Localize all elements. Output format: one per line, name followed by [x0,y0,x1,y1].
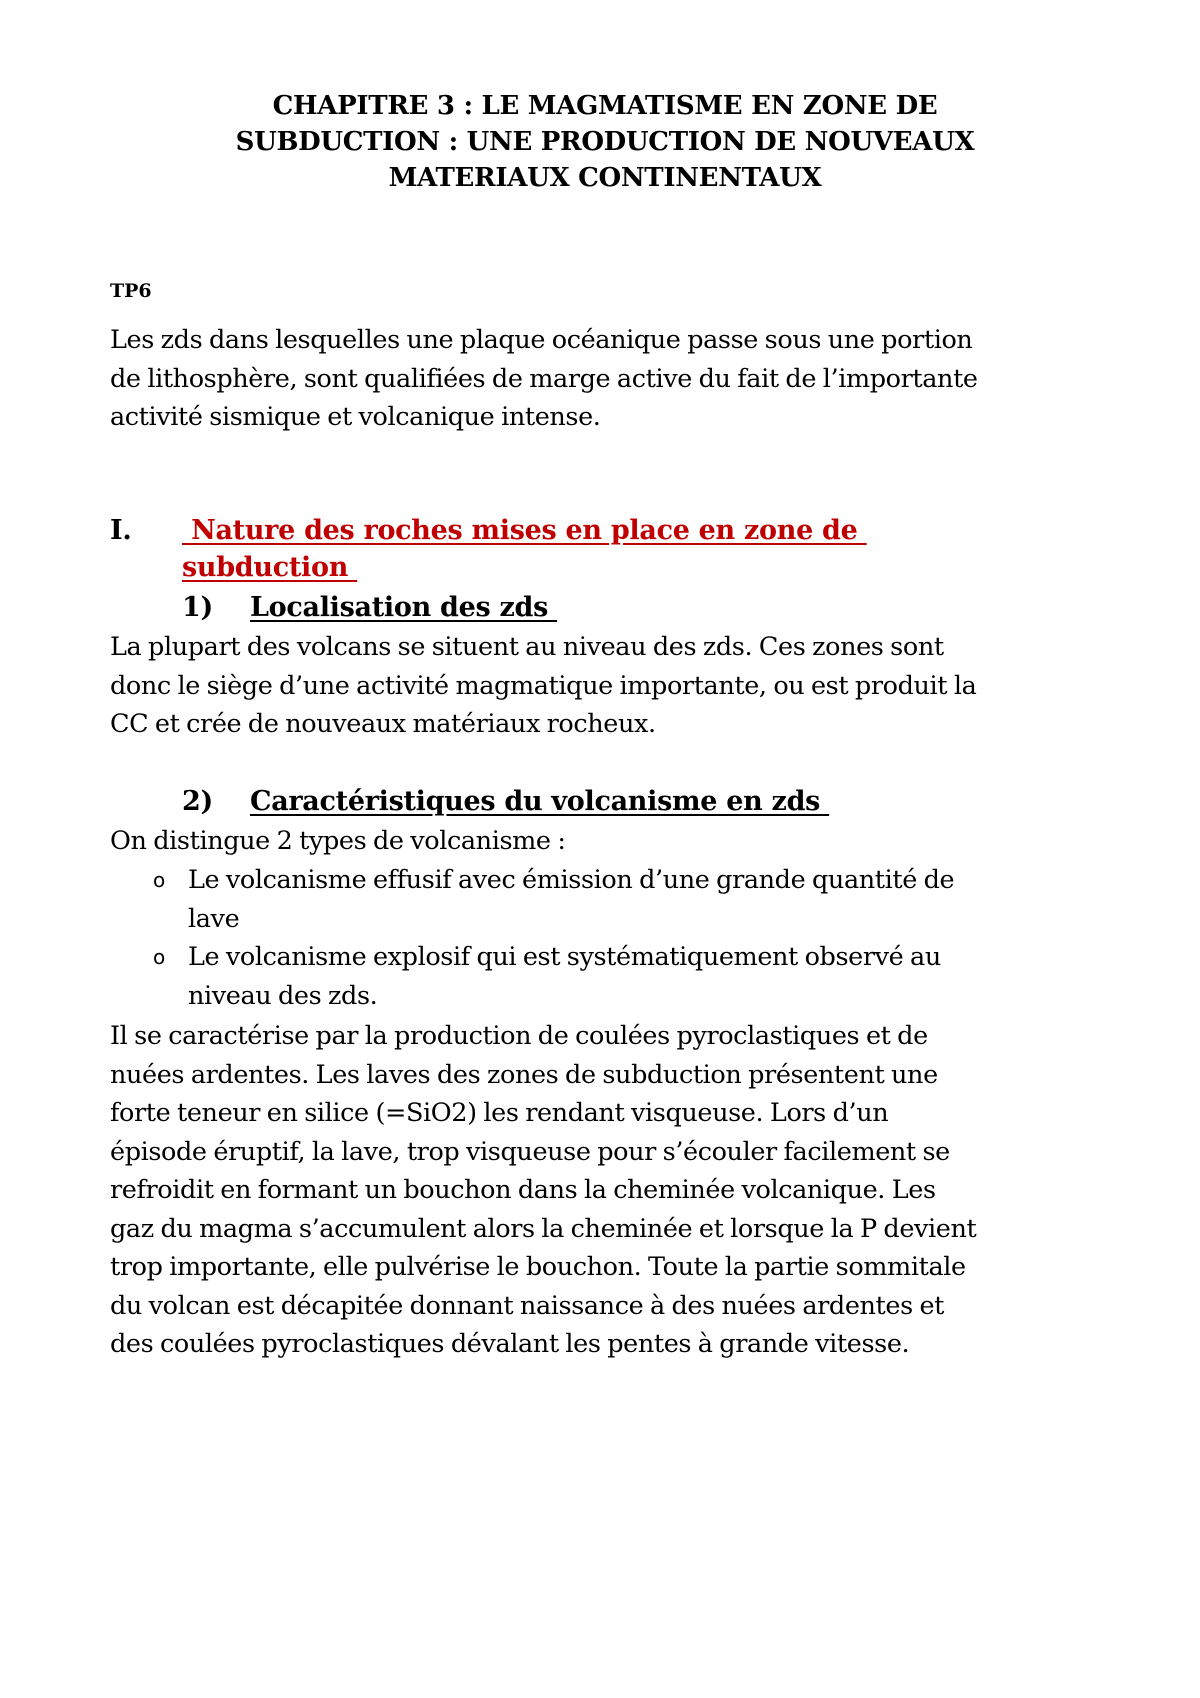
explosive-volcanism-paragraph [110,1017,976,1364]
tp-label: TP6 [110,280,152,302]
subsection-title: Localisation des zds [250,592,558,623]
paragraph-line: activité sismique et volcanique intense. [110,402,601,432]
list-item [110,861,954,938]
list-item-line: Le volcanisme explosif qui est systématiquement observé au [188,942,941,972]
volcanism-types-intro: On distingue 2 types de volcanisme : [110,826,566,856]
paragraph-line: La plupart des volcans se situent au niveau des zds. Ces zones sont [110,632,944,662]
list-item-line: lave [188,903,240,934]
section-title-line: Nature des roches mises en place en zone de [182,515,867,546]
chapter-title-line: SUBDUCTION : UNE PRODUCTION DE NOUVEAUX [235,127,975,157]
list-item [110,938,954,1015]
paragraph-line: gaz du magma s’accumulent alors la cheminée et lorsque la P devient [110,1213,977,1244]
paragraph-line: Les zds dans lesquelles une plaque océanique passe sous une portion [110,325,973,355]
list-item-line: niveau des zds. [188,980,378,1011]
volcanism-types-list [110,861,954,1015]
localisation-paragraph [110,628,976,744]
subsection-number: 2) [182,786,213,817]
section-title-line: subduction [182,552,358,583]
subsection-title: Caractéristiques du volcanisme en zds [250,786,830,817]
paragraph-line: de lithosphère, sont qualifiées de marge active du fait de l’importante [110,363,978,394]
subsection-number: 1) [182,592,213,623]
circle-bullet-icon: o [153,868,165,892]
paragraph-line: refroidit en formant un bouchon dans la cheminée volcanique. Les [110,1175,936,1205]
paragraph-line: forte teneur en silice (=SiO2) les rendant visqueuse. Lors d’un [110,1098,889,1128]
section-number: I. [110,515,132,546]
paragraph-line: CC et crée de nouveaux matériaux rocheux. [110,709,656,739]
paragraph-line: épisode éruptif, la lave, trop visqueuse pour s’écouler facilement se [110,1136,950,1167]
paragraph-line: du volcan est décapitée donnant naissance à des nuées ardentes et [110,1290,945,1321]
paragraph-line: donc le siège d’une activité magmatique importante, ou est produit la [110,670,977,701]
paragraph-line: nuées ardentes. Les laves des zones de subduction présentent une [110,1059,938,1090]
subsection-heading-caracteristiques [182,783,829,820]
list-item-line: Le volcanisme effusif avec émission d’une grande quantité de [188,865,955,895]
circle-bullet-icon: o [153,945,165,969]
section-title [182,512,867,586]
paragraph-line: Il se caractérise par la production de coulées pyroclastiques et de [110,1021,928,1051]
chapter-title-line: MATERIAUX CONTINENTAUX [388,163,822,193]
chapter-title-line: CHAPITRE 3 : LE MAGMATISME EN ZONE DE [272,91,938,121]
subsection-heading-localisation [182,589,557,626]
paragraph-line: trop importante, elle pulvérise le bouchon. Toute la partie sommitale [110,1252,966,1282]
paragraph-line: des coulées pyroclastiques dévalant les pentes à grande vitesse. [110,1329,910,1359]
intro-paragraph [110,321,978,437]
chapter-title [110,88,1100,196]
